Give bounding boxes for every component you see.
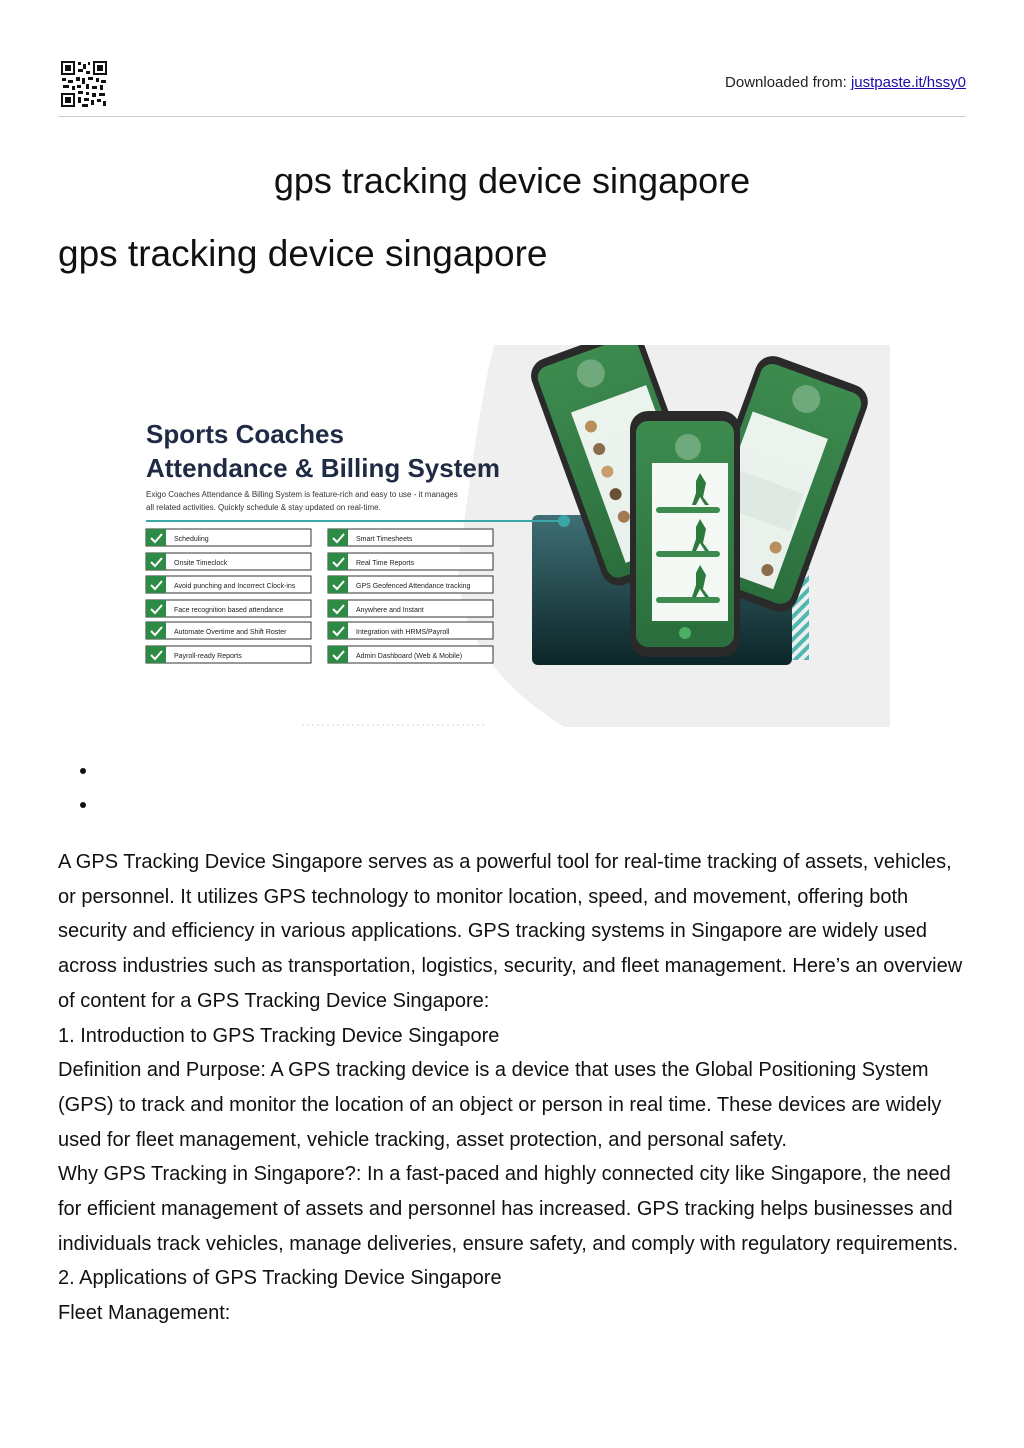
banner-feature-label: Real Time Reports <box>356 560 414 567</box>
banner-feature-right-0 <box>328 529 493 546</box>
banner-feature-left-0 <box>146 529 311 546</box>
banner-feature-label: Integration with HRMS/Payroll <box>356 629 450 636</box>
hero-banner-image <box>134 345 890 727</box>
article-body <box>58 845 968 1331</box>
banner-feature-label: GPS Geofenced Attendance tracking <box>356 583 471 590</box>
banner-feature-left-2 <box>146 576 311 593</box>
banner-feature-label: Payroll-ready Reports <box>174 653 242 660</box>
qr-code-icon <box>60 60 108 108</box>
banner-feature-label: Anywhere and Instant <box>356 607 424 614</box>
banner-feature-right-5 <box>328 646 493 663</box>
download-prefix: Downloaded from: <box>725 74 851 91</box>
paragraph-definition: Definition and Purpose: A GPS tracking device is a device that uses the Global Positioning System (GPS) to track and monitor the location of an object or person in real time. These devices are widely used for fleet management, vehicle tracking, asset protection, and personal safety. <box>58 1059 942 1151</box>
banner-feature-right-4 <box>328 622 493 639</box>
header-divider <box>58 116 966 117</box>
banner-title-line1: Sports Coaches <box>146 419 344 449</box>
banner-feature-left-5 <box>146 646 311 663</box>
paragraph-intro: A GPS Tracking Device Singapore serves as a powerful tool for real-time tracking of assets, vehicles, or personnel. It utilizes GPS technology to monitor location, speed, and movement, offering both security and efficiency in various applications. GPS tracking systems in Singapore are widely used across industries such as transportation, logistics, security, and fleet management. Here’s an overview of content for a GPS Tracking Device Singapore: <box>58 851 963 1012</box>
banner-desc-line2: all related activities. Quickly schedule & stay updated on real-time. <box>146 503 381 512</box>
empty-bullet-list <box>58 756 98 824</box>
section-heading-applications: 2. Applications of GPS Tracking Device Singapore <box>58 1267 502 1290</box>
banner-feature-label: Admin Dashboard (Web & Mobile) <box>356 653 463 660</box>
banner-feature-right-1 <box>328 553 493 570</box>
document-heading: gps tracking device singapore <box>58 233 548 274</box>
banner-feature-left-1 <box>146 553 311 570</box>
banner-feature-label: Scheduling <box>174 536 209 543</box>
paragraph-why-singapore: Why GPS Tracking in Singapore?: In a fast-paced and highly connected city like Singapore, the need for efficient management of assets and personnel has increased. GPS tracking helps businesses and individuals track vehicles, manage deliveries, ensure safety, and comply with regulatory requirements. <box>58 1163 959 1255</box>
banner-feature-right-3 <box>328 600 493 617</box>
document-title: gps tracking device singapore <box>273 160 751 201</box>
banner-feature-label: Face recognition based attendance <box>174 607 284 614</box>
banner-feature-left-4 <box>146 622 311 639</box>
banner-title-line2: Attendance & Billing System <box>146 453 500 483</box>
download-link[interactable]: justpaste.it/hssy0 <box>850 74 966 91</box>
section-heading-introduction: 1. Introduction to GPS Tracking Device Singapore <box>58 1024 500 1047</box>
banner-desc-line1: Exigo Coaches Attendance & Billing System is feature-rich and easy to use - it manages <box>146 490 458 499</box>
banner-feature-label: Automate Overtime and Shift Roster <box>174 629 287 636</box>
banner-feature-label: Onsite Timeclock <box>174 560 228 567</box>
subheading-fleet-management: Fleet Management: <box>58 1302 231 1325</box>
download-source <box>725 74 966 91</box>
banner-feature-right-2 <box>328 576 493 593</box>
banner-feature-label: Avoid punching and Incorrect Clock-ins <box>174 583 296 590</box>
banner-feature-left-3 <box>146 600 311 617</box>
banner-feature-label: Smart Timesheets <box>356 536 413 543</box>
